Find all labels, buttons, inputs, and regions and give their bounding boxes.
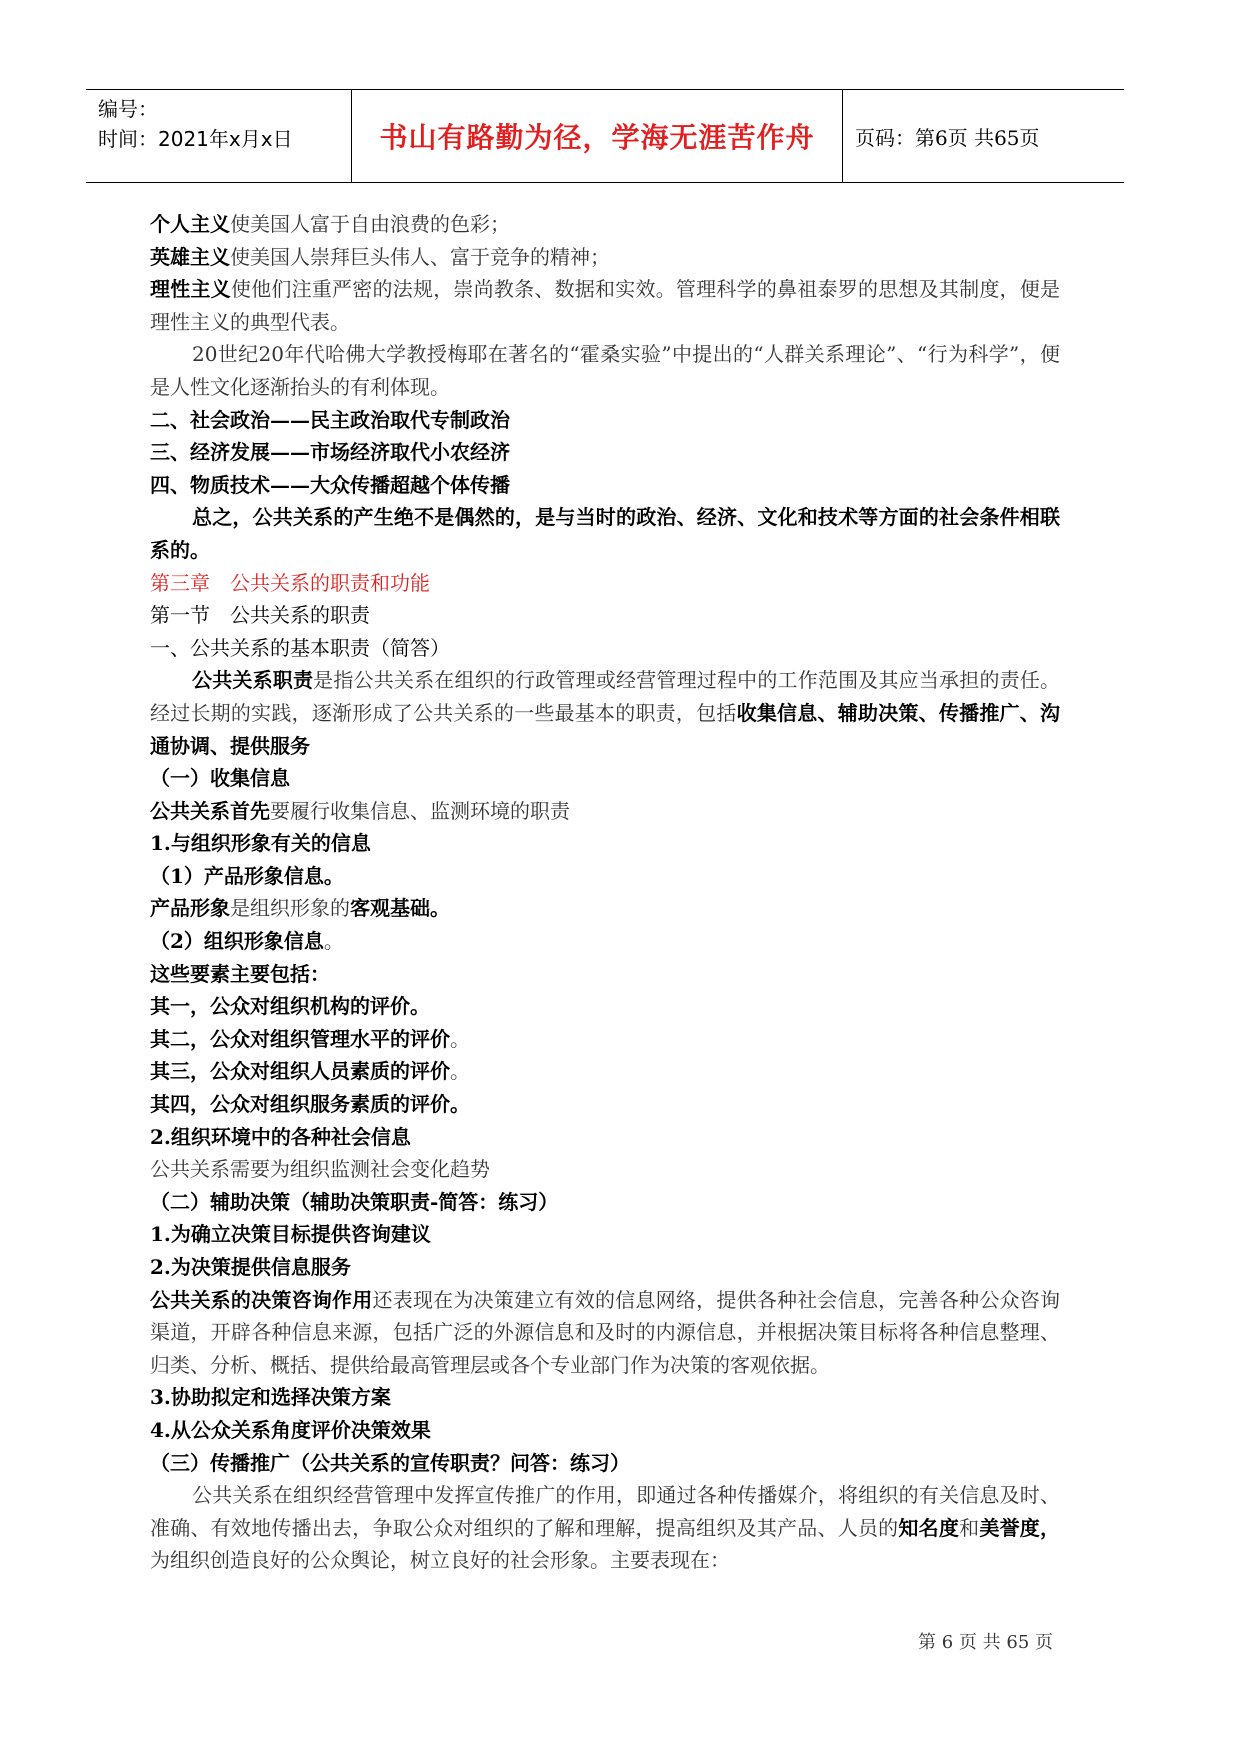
heading-social-info: 2.组织环境中的各种社会信息: [150, 1124, 411, 1149]
chapter-title: 第三章 公共关系的职责和功能: [150, 570, 430, 595]
heading-collect-info: （一）收集信息: [150, 766, 290, 791]
heading-decision-plan: 3.协助拟定和选择决策方案: [150, 1385, 391, 1410]
document-number-label: 编号：: [98, 97, 158, 121]
list-item-4: 其四，公众对组织服务素质的评价。: [150, 1092, 470, 1117]
heading-promotion: （三）传播推广（公共关系的宣传职责？问答：练习）: [150, 1450, 630, 1475]
term-heroism: 英雄主义: [150, 244, 230, 269]
paragraph-heroism: 英雄主义使美国人崇拜巨头伟人、富于竞争的精神；: [150, 244, 610, 269]
paragraph-decision-consulting: 公共关系的决策咨询作用还表现在为决策建立有效的信息网络，提供各种社会信息，完善各种公众咨询渠道，开辟各种信息来源，包括广泛的外源信息和及时的内源信息，并根据决策目标将各种信息整理、归类、分析、概括、提供给最高管理层或各个专业部门作为决策的客观依据。: [150, 1287, 1060, 1377]
page-header: [86, 89, 1124, 183]
heading-basic-duties: 一、公共关系的基本职责（简答）: [150, 635, 450, 660]
term-rationalism: 理性主义: [150, 277, 231, 302]
heading-politics: 二、社会政治——民主政治取代专制政治: [150, 407, 510, 432]
paragraph-promotion: 公共关系在组织经营管理中发挥宣传推广的作用，即通过各种传播媒介，将组织的有关信息及时、准确、有效地传播出去，争取公众对组织的了解和理解，提高组织及其产品、人员的知名度和美誉度，为组织创造良好的公众舆论，树立良好的社会形象。主要表现在：: [150, 1483, 1061, 1573]
paragraph-social-info: 公共关系需要为组织监测社会变化趋势: [150, 1157, 490, 1182]
heading-decision-info: 2.为决策提供信息服务: [150, 1255, 351, 1279]
heading-decision-evaluation: 4.从公众关系角度评价决策效果: [150, 1417, 431, 1442]
section-title: 第一节 公共关系的职责: [150, 603, 370, 628]
heading-economy: 三、经济发展——市场经济取代小农经济: [150, 440, 510, 465]
heading-product-image: （1）产品形象信息。: [150, 863, 344, 888]
paragraph-collect-info: 公共关系首先要履行收集信息、监测环境的职责: [150, 798, 570, 823]
heading-image-info: 1.与组织形象有关的信息: [150, 831, 371, 856]
term-individualism: 个人主义: [150, 212, 230, 236]
heading-assist-decision: （二）辅助决策（辅助决策职责-简答：练习）: [150, 1189, 559, 1214]
header-left: [86, 90, 351, 182]
document-time-label: 时间：2021年x月x日: [98, 127, 293, 151]
heading-decision-goal: 1.为确立决策目标提供咨询建议: [150, 1222, 431, 1247]
paragraph-product-image: 产品形象是组织形象的客观基础。: [150, 896, 450, 921]
list-item-3: 其三，公众对组织人员素质的评价。: [150, 1059, 470, 1084]
paragraph-hawthorne: 20世纪20年代哈佛大学教授梅耶在著名的“霍桑实验”中提出的“人群关系理论”、“行为科学”，便是人性文化逐渐抬头的有利体现。: [150, 342, 1060, 399]
paragraph-pr-duties: 公共关系职责是指公共关系在组织的行政管理或经营管理过程中的工作范围及其应当承担的责任。经过长期的实践，逐渐形成了公共关系的一些最基本的职责，包括收集信息、辅助决策、传播推广、沟通协调、提供服务: [150, 668, 1061, 758]
document-body: [150, 208, 1060, 1577]
paragraph-elements: 这些要素主要包括：: [150, 961, 330, 986]
header-page-info: 页码：第6页 共65页: [855, 125, 1040, 150]
heading-org-image: （2）组织形象信息。: [150, 929, 344, 954]
heading-technology: 四、物质技术——大众传播超越个体传播: [150, 472, 510, 497]
page-footer: 第 6 页 共 65 页: [918, 1632, 1053, 1653]
paragraph-individualism: 个人主义使美国人富于自由浪费的色彩；: [150, 212, 510, 236]
paragraph-rationalism: 理性主义使他们注重严密的法规，崇尚教条、数据和实效。管理科学的鼻祖泰罗的思想及其制度，便是理性主义的典型代表。: [150, 277, 1061, 334]
header-motto: 书山有路勤为径，学海无涯苦作舟: [351, 90, 843, 182]
list-item-2: 其二，公众对组织管理水平的评价。: [150, 1026, 470, 1051]
paragraph-conclusion: 总之，公共关系的产生绝不是偶然的，是与当时的政治、经济、文化和技术等方面的社会条件相联系的。: [150, 505, 1060, 562]
list-item-1: 其一，公众对组织机构的评价。: [150, 994, 430, 1019]
